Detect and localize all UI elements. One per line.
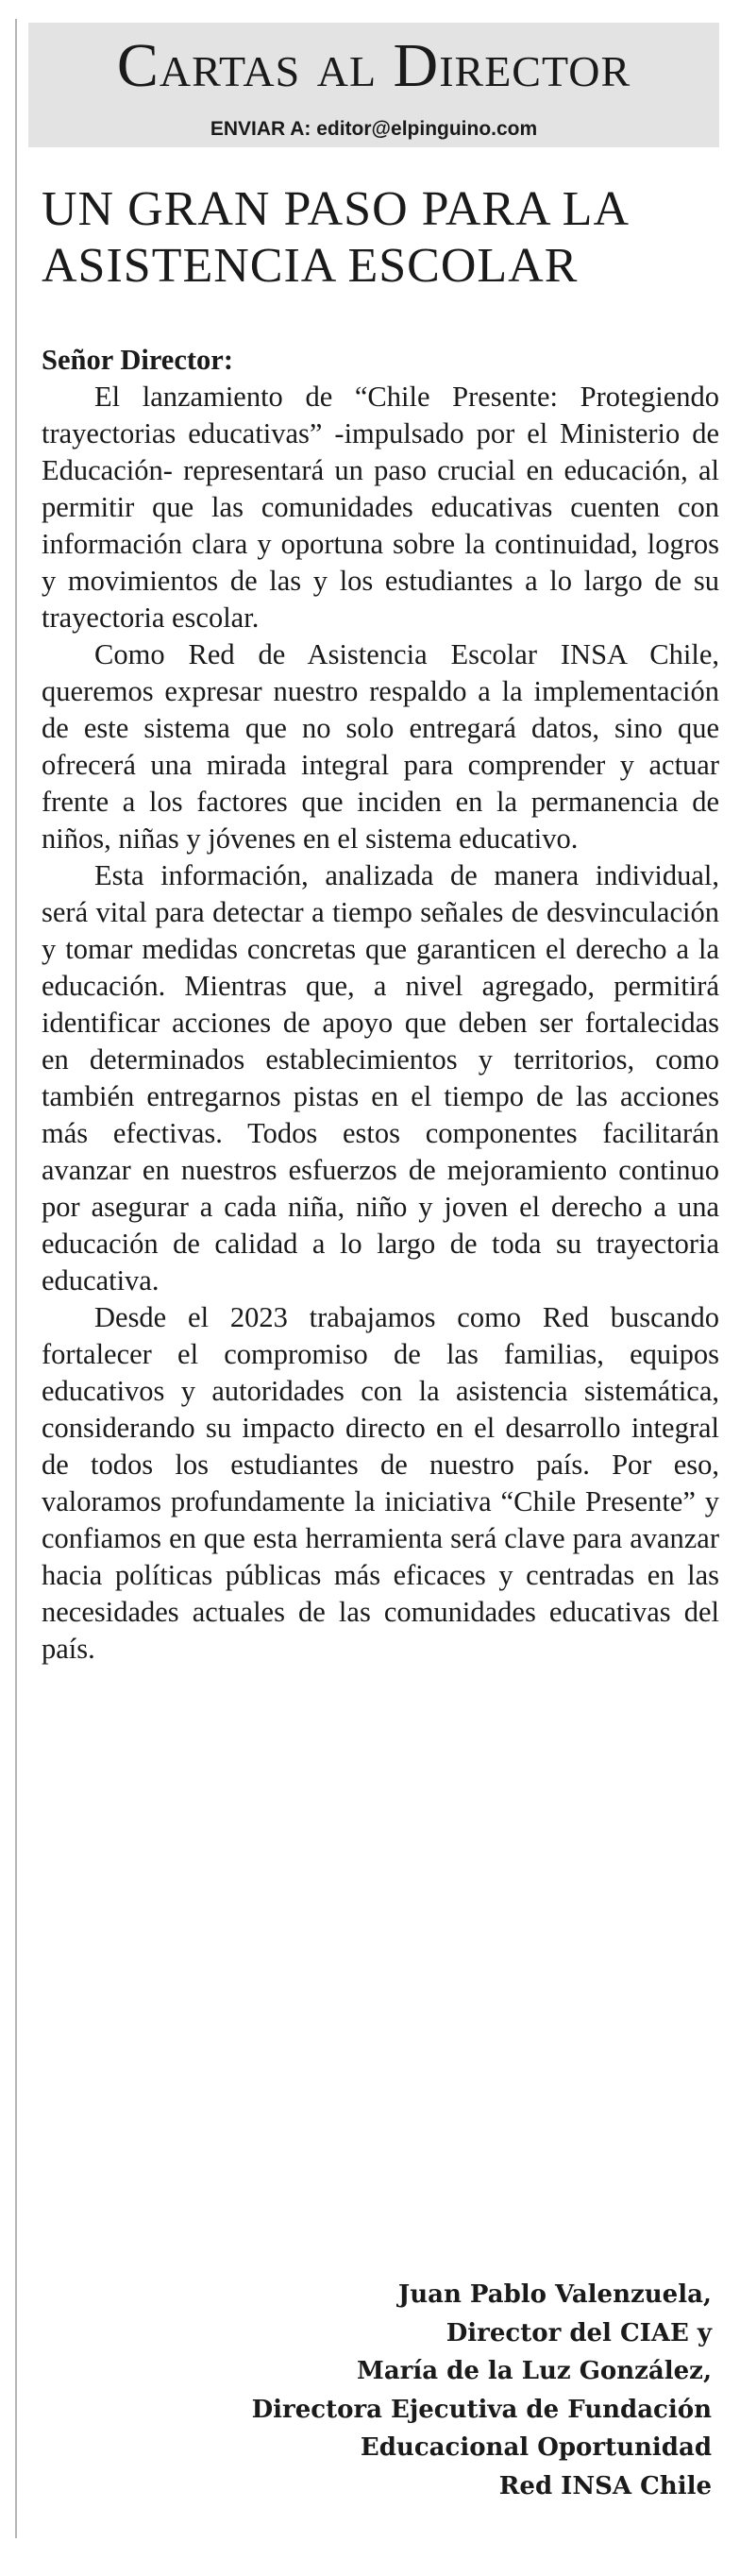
headline-line-2: ASISTENCIA ESCOLAR (42, 239, 579, 293)
send-to-email: ENVIAR A: editor@elpinguino.com (210, 118, 538, 140)
signature-block (51, 2276, 712, 2505)
network-name: Red INSA Chile (498, 2471, 712, 2500)
signer-name-2: María de la Luz González, (357, 2357, 712, 2385)
paragraph-2: Como Red de Asistencia Escolar INSA Chile, queremos expresar nuestro respaldo a la implementación de este sistema que no solo entregará datos, sino que ofrecerá una mirada integral para comprender y actuar frente a los factores que inciden en la permanencia de niños, niñas y jóvenes en el sistema educativo. (42, 638, 719, 855)
paragraph-1: El lanzamiento de “Chile Presente: Protegiendo trayectorias educativas” -impulsado por el Ministerio de Educación- representará un paso crucial en educación, al permitir que las comunidades educativas cuenten con información clara y oportuna sobre la continuidad, logros y movimientos de las y los estudiantes a lo largo de su trayectoria escolar. (42, 381, 719, 634)
signer-name-1: Juan Pablo Valenzuela, (397, 2280, 712, 2309)
letter-headline (42, 181, 721, 295)
signer-title-1: Director del CIAE y (446, 2318, 712, 2347)
paragraph-4: Desde el 2023 trabajamos como Red buscando fortalecer el compromiso de las familias, equipos educativos y autoridades con la asistencia sistemática, considerando su impacto directo en el desarrollo integral de todos los estudiantes de nuestro país. Por eso, valoramos profundamente la iniciativa “Chile Presente” y confiamos en que esta herramienta será clave para avanzar hacia políticas públicas más eficaces y centradas en las necesidades actuales de las comunidades educativas del país. (42, 1301, 719, 1665)
column-rule (15, 19, 17, 2538)
section-masthead (28, 23, 719, 147)
section-title: Cartas al Director (116, 31, 631, 100)
headline-line-1: UN GRAN PASO PARA LA (42, 182, 631, 236)
signer-title-2: Directora Ejecutiva de Fundación (251, 2395, 712, 2424)
letter-body (42, 342, 719, 1668)
paragraph-3: Esta información, analizada de manera individual, será vital para detectar a tiempo señales de desvinculación y tomar medidas concretas que garanticen el derecho a la educación. Mientras que, a nivel agregado, permitirá identificar acciones de apoyo que deben ser fortalecidas en determinados establecimientos y territorios, como también entregarnos pistas en el tiempo de las acciones más efectivas. Todos estos componentes facilitarán avanzar en nuestros esfuerzos de mejoramiento continuo por asegurar a cada niña, niño y joven el derecho a una educación de calidad a lo largo de toda su trayectoria educativa. (42, 859, 719, 1296)
salutation: Señor Director: (42, 344, 233, 376)
signer-organization: Educacional Oportunidad (360, 2433, 712, 2462)
